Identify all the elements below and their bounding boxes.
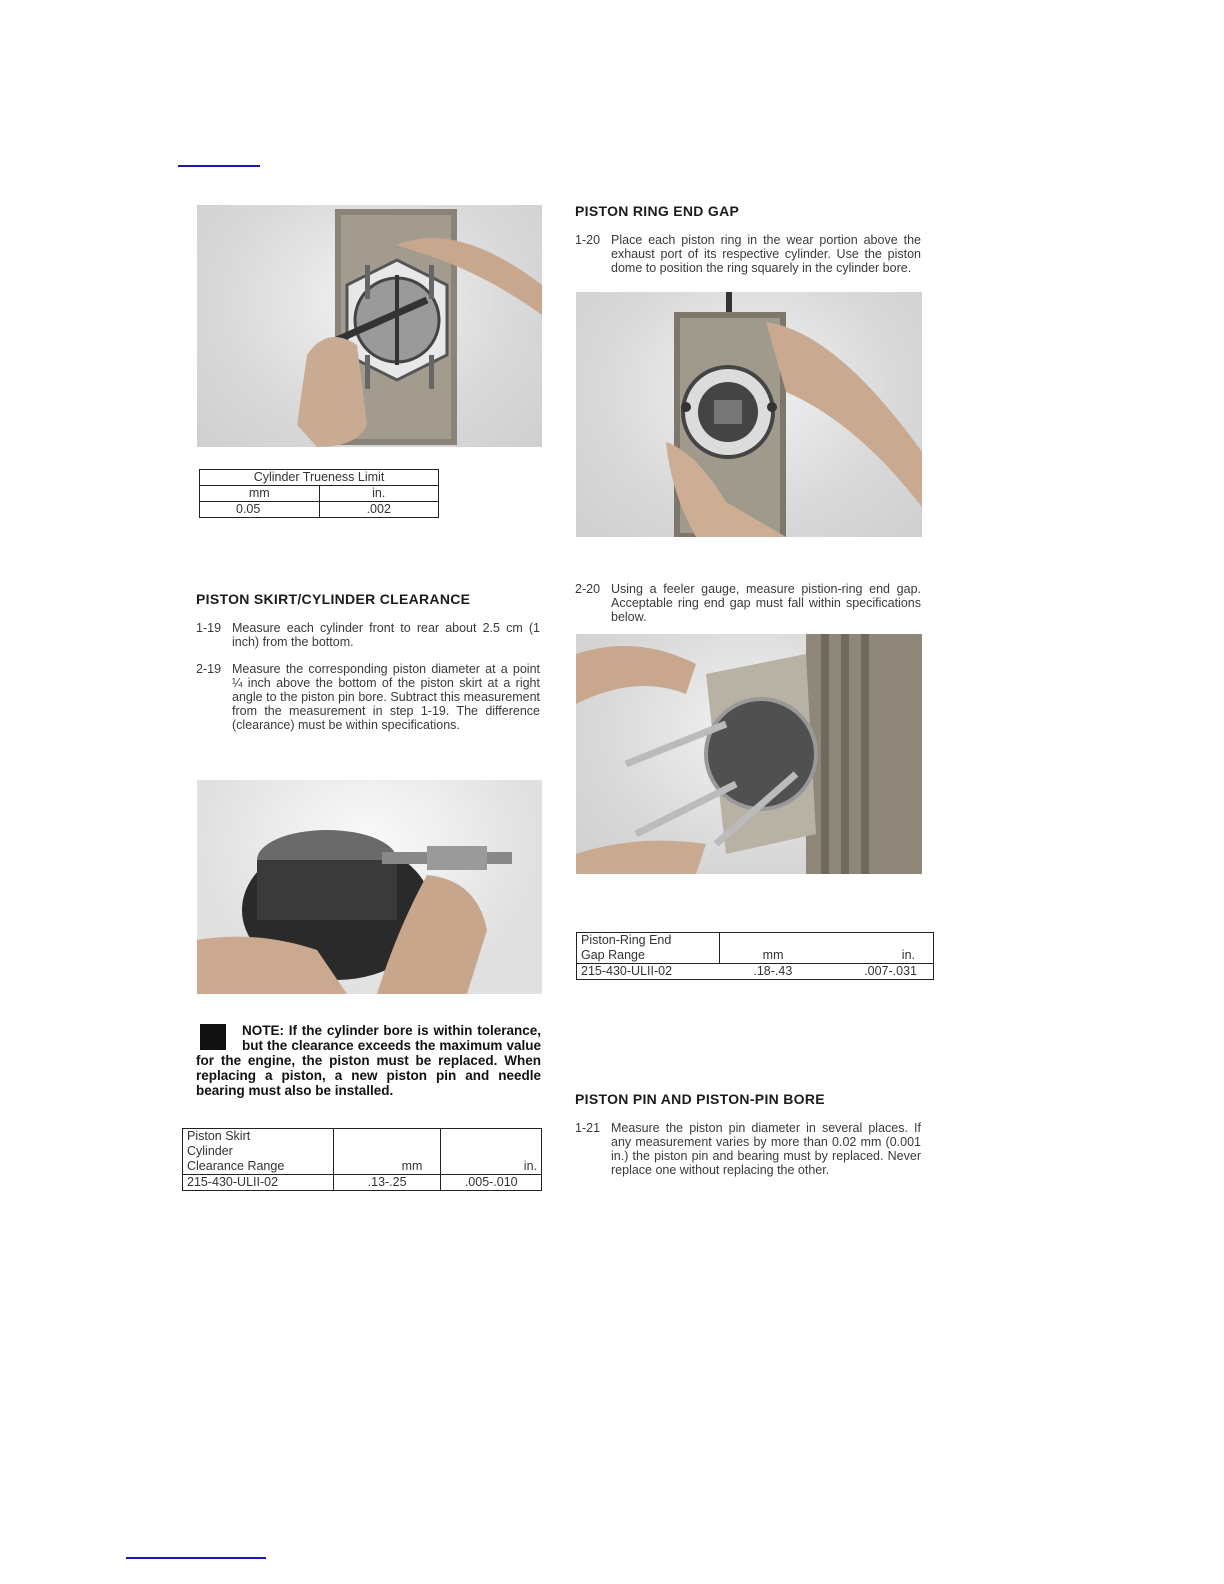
skirt-clearance-heading: PISTON SKIRT/CYLINDER CLEARANCE — [196, 591, 471, 607]
note-text: NOTE: If the cylinder bore is within tolerance, but the clearance exceeds the maximum value for the engine, the piston must be replaced. When replacing a piston, a new piston pin and needle bearing must also be installed. — [196, 1023, 541, 1098]
trueness-col-mm: mm — [200, 486, 320, 502]
ring-col-mm: mm — [719, 933, 826, 964]
skirt-clearance-table — [182, 1128, 542, 1191]
cylinder-trueness-table — [199, 469, 439, 518]
ring-label-cell — [577, 933, 720, 964]
clearance-col-mm: mm — [333, 1129, 441, 1175]
ring-col-in: in. — [826, 933, 933, 964]
step-1-21 — [575, 1121, 921, 1177]
trueness-val-in: .002 — [319, 502, 439, 518]
ring-label-line1: Piston-Ring End — [581, 933, 672, 947]
step-2-20 — [575, 582, 921, 624]
step-1-20 — [575, 233, 921, 275]
top-link-rule — [178, 165, 260, 167]
step-1-19 — [196, 621, 540, 649]
ring-model: 215-430-ULII-02 — [577, 964, 720, 980]
clearance-val-in: .005-.010 — [441, 1175, 542, 1191]
trueness-val-mm: 0.05 — [200, 502, 320, 518]
step-text: Using a feeler gauge, measure pistion-ring end gap. Acceptable ring end gap must fall within specifications below. — [611, 582, 921, 624]
clearance-val-mm: .13-.25 — [333, 1175, 441, 1191]
step-number: 2-20 — [575, 582, 601, 596]
note-marker-icon — [200, 1024, 226, 1050]
clearance-col-in: in. — [441, 1129, 542, 1175]
step-text: Measure the piston pin diameter in several places. If any measurement varies by more than 0.02 mm (0.001 in.) the piston pin and bearing must by replaced. Never replace one without replacing the other. — [611, 1121, 921, 1177]
trueness-table-title: Cylinder Trueness Limit — [200, 470, 439, 486]
ring-val-in: .007-.031 — [826, 964, 933, 980]
step-number: 2-19 — [196, 662, 222, 676]
step-text: Measure the corresponding piston diameter at a point ¼ inch above the bottom of the piston skirt at a right angle to the piston pin bore. Subtract this measurement from the measurement in step 1-19. The difference (clearance) must be within specifications. — [232, 662, 540, 732]
step-number: 1-20 — [575, 233, 601, 247]
step-text: Measure each cylinder front to rear about 2.5 cm (1 inch) from the bottom. — [232, 621, 540, 649]
step-number: 1-19 — [196, 621, 222, 635]
trueness-col-in: in. — [319, 486, 439, 502]
step-2-19 — [196, 662, 540, 732]
ring-label-line2: Gap Range — [581, 948, 645, 962]
clearance-label-line2: Cylinder — [187, 1144, 233, 1158]
clearance-label-line3: Clearance Range — [187, 1159, 285, 1173]
ring-end-gap-table — [576, 932, 934, 980]
note-paragraph — [196, 1023, 541, 1098]
clearance-label-cell — [183, 1129, 334, 1175]
clearance-model: 215-430-ULII-02 — [183, 1175, 334, 1191]
ring-val-mm: .18-.43 — [719, 964, 826, 980]
clearance-label-line1: Piston Skirt — [187, 1129, 251, 1143]
feeler-gauge-photo — [576, 634, 922, 874]
step-text: Place each piston ring in the wear portion above the exhaust port of its respective cylinder. Use the piston dome to position the ring squarely in the cylinder bore. — [611, 233, 921, 275]
ring-end-gap-heading: PISTON RING END GAP — [575, 203, 740, 219]
step-number: 1-21 — [575, 1121, 601, 1135]
cylinder-bore-gauge-photo — [197, 205, 542, 447]
bottom-link-rule — [126, 1557, 266, 1559]
piston-micrometer-photo — [197, 780, 542, 994]
piston-pin-heading: PISTON PIN AND PISTON-PIN BORE — [575, 1091, 825, 1107]
ring-in-cylinder-photo — [576, 292, 922, 537]
